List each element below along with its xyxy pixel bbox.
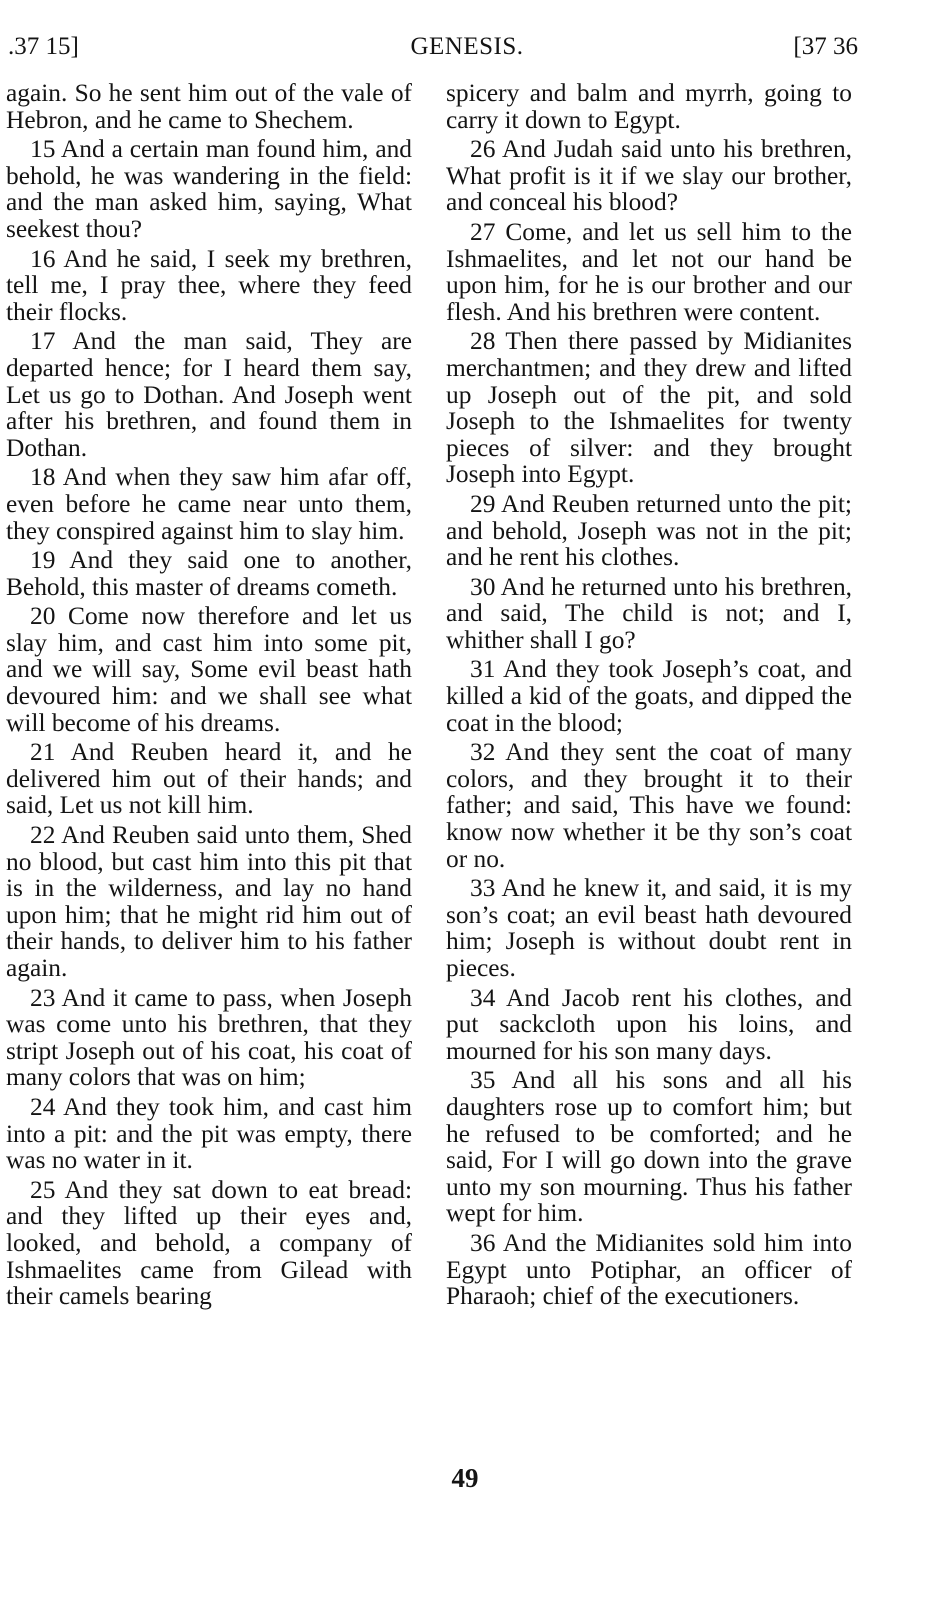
verse-15: 15 And a certain man found him, and behold, he was wandering in the field: and the man asked him, saying, What seekest thou?	[6, 135, 412, 243]
left-column	[6, 80, 412, 1313]
verse-29: 29 And Reuben returned unto the pit; and behold, Joseph was not in the pit; and he rent his clothes.	[446, 489, 852, 572]
page-number: 49	[451, 1463, 479, 1493]
verse-26: 26 And Judah said unto his brethren, What profit is it if we slay our brother, and conceal his blood?	[446, 135, 852, 217]
verse-32: 32 And they sent the coat of many colors, and they brought it to their father; and said, This have we found: know now whether it be thy son’s coat or no.	[446, 738, 852, 873]
verse-28: 28 Then there passed by Midianites merchantmen; and they drew and lifted up Joseph out of the pit, and sold Joseph to the Ishmaelites for twenty pieces of silver: and they brought Joseph into Egypt.	[446, 327, 852, 489]
header-left-reference: .37 15]	[8, 33, 79, 60]
header-right-reference: [37 36	[793, 33, 858, 60]
header-title: GENESIS.	[410, 33, 524, 60]
verse-17: 17 And the man said, They are departed hence; for I heard them say, Let us go to Dothan. And Joseph went after his brethren, and found them in Dothan.	[6, 327, 412, 462]
verse-36: 36 And the Midianites sold him into Egypt unto Potiphar, an officer of Pharaoh; chief of the executioners.	[446, 1228, 852, 1311]
verse-16: 16 And he said, I seek my brethren, tell me, I pray thee, where they feed their flocks.	[6, 244, 412, 326]
verse-33: 33 And he knew it, and said, it is my son’s coat; an evil beast hath devoured him; Joseph is without doubt rent in pieces.	[446, 874, 852, 982]
verse-30: 30 And he returned unto his brethren, and said, The child is not; and I, whither shall I go?	[446, 572, 852, 654]
verse-18: 18 And when they saw him afar off, even before he came near unto them, they conspired against him to slay him.	[6, 463, 412, 545]
verse-continuation: again. So he sent him out of the vale of Hebron, and he came to Shechem.	[6, 79, 412, 134]
right-column	[446, 80, 852, 1313]
verse-27: 27 Come, and let us sell him to the Ishmaelites, and let not our hand be upon him, for he is our brother and our flesh. And his brethren were content.	[446, 217, 852, 326]
verse-25-continuation: spicery and balm and myrrh, going to carry it down to Egypt.	[446, 79, 852, 134]
verse-19: 19 And they said one to another, Behold, this master of dreams cometh.	[6, 546, 412, 601]
verse-25: 25 And they sat down to eat bread: and they lifted up their eyes and, looked, and behold, a company of Ishmaelites came from Gilead with their camels bearing	[6, 1175, 412, 1311]
verse-31: 31 And they took Joseph’s coat, and killed a kid of the goats, and dipped the coat in the blood;	[446, 655, 852, 737]
verse-21: 21 And Reuben heard it, and he delivered him out of their hands; and said, Let us not kill him.	[6, 738, 412, 820]
verse-24: 24 And they took him, and cast him into a pit: and the pit was empty, there was no water in it.	[6, 1092, 412, 1175]
verse-22: 22 And Reuben said unto them, Shed no blood, but cast him into this pit that is in the wilderness, and lay no hand upon him; that he might rid him out of their hands, to deliver him to his father again.	[6, 821, 412, 982]
verse-35: 35 And all his sons and all his daughters rose up to comfort him; but he refused to be comforted; and he said, For I will go down into the grave unto my son mourning. Thus his father wept for him.	[446, 1066, 852, 1228]
verse-20: 20 Come now therefore and let us slay him, and cast him into some pit, and we will say, Some evil beast hath devoured him: and we shall see what will become of his dreams.	[6, 602, 412, 737]
verse-34: 34 And Jacob rent his clothes, and put sackcloth upon his loins, and mourned for his son many days.	[446, 983, 852, 1065]
running-header	[4, 32, 930, 66]
verse-23: 23 And it came to pass, when Joseph was come unto his brethren, that they stript Joseph out of his coat, his coat of many colors that was on him;	[6, 983, 412, 1092]
